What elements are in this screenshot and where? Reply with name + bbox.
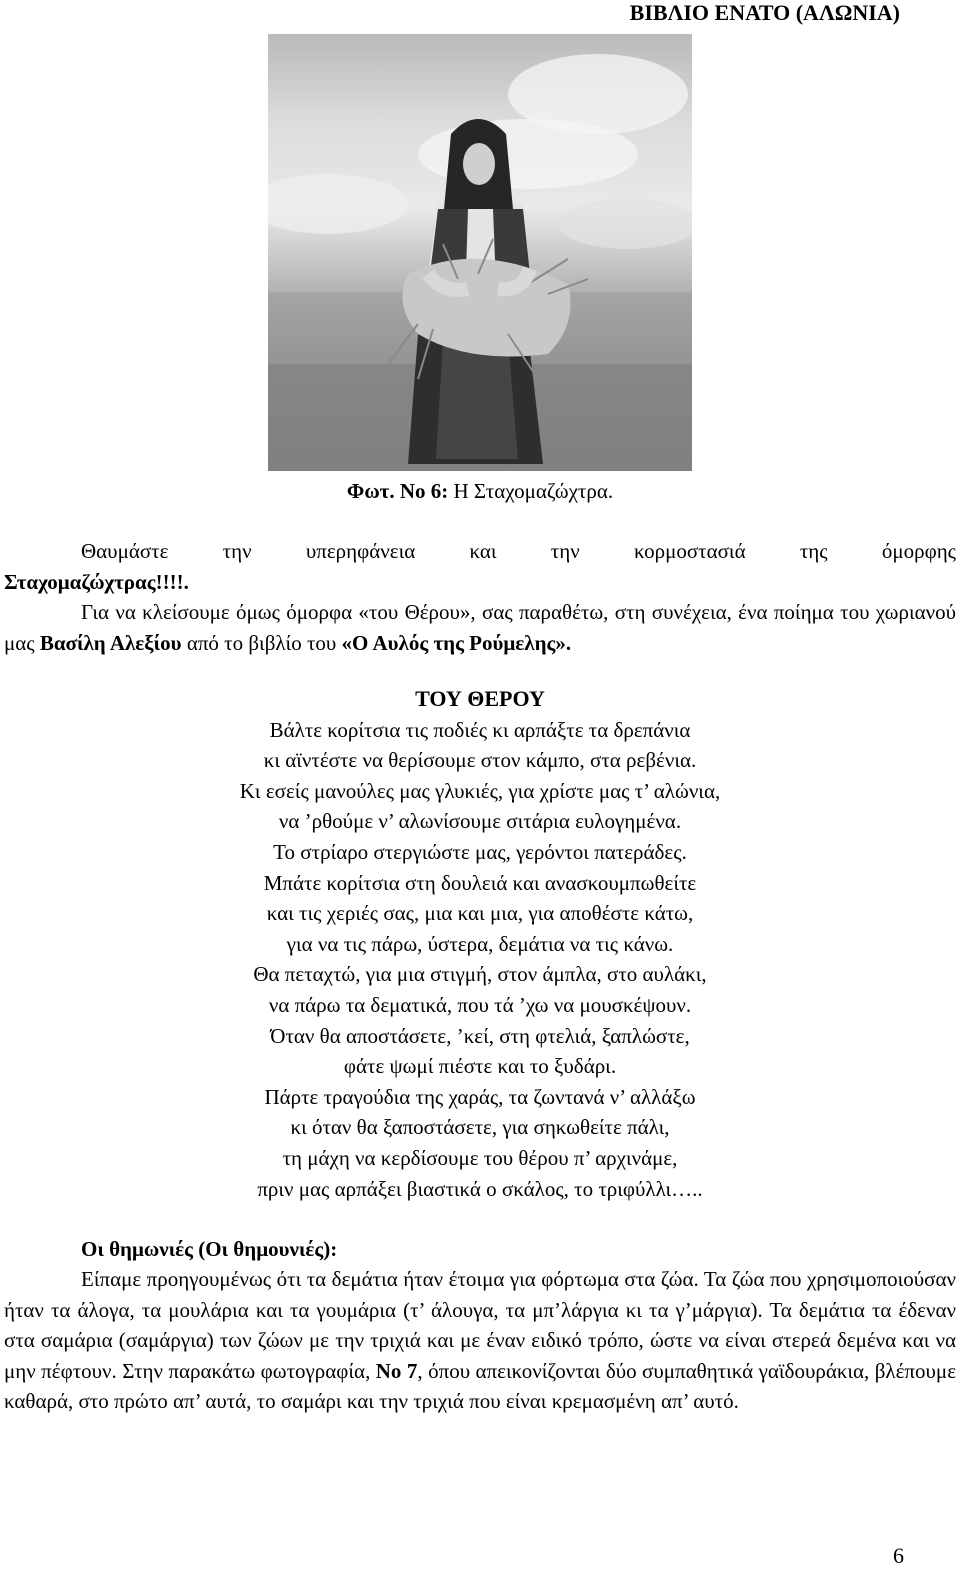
poem-line: Μπάτε κορίτσια στη δουλειά και ανασκουμπωθείτε	[263, 870, 697, 895]
poem-line: Όταν θα αποστάσετε, ’κεί, στη φτελιά, ξαπλώστε,	[270, 1023, 690, 1048]
poem-line: και τις χεριές σας, μια και μια, για αποθέστε κάτω,	[266, 901, 694, 926]
poem-line: Βάλτε κορίτσια τις ποδιές κι αρπάξτε τα δρεπάνια	[269, 717, 691, 742]
book-title: «Ο Αυλός της Ρούμελης».	[341, 630, 572, 655]
section-heading: Οι θημωνιές (Οι θημουνιές):	[81, 1237, 338, 1261]
intro-line-1: Θαυμάστε την υπερηφάνεια και την κορμοστασιά της όμορφης	[81, 539, 956, 563]
intro-paragraph-2: Για να κλείσουμε όμως όμορφα «του Θέρου», σας παραθέτω, στη συνέχεια, ένα ποίημα του χωριανού μας Βασίλη Αλεξίου από το βιβλίο του «Ο Αυλός της Ρούμελης».	[4, 600, 956, 655]
author-name: Βασίλη Αλεξίου	[39, 630, 182, 655]
poem-line: Κι εσείς μανούλες μας γλυκιές, για χρίστε μας τ’ αλώνια,	[239, 778, 721, 803]
photo-reference: Νο 7	[375, 1358, 418, 1383]
harvest-woman-photo	[268, 34, 692, 471]
poem-line: τη μάχη να κερδίσουμε του θέρου π’ αρχινάμε,	[282, 1145, 678, 1170]
poem-line: να ’ρθούμε ν’ αλωνίσουμε σιτάρια ευλογημένα.	[278, 809, 682, 834]
poem-line: φάτε ψωμί πιέστε και το ξυδάρι.	[343, 1054, 617, 1079]
poem-line: για να τις πάρω, ύστερα, δεμάτια να τις κάνω.	[286, 931, 674, 956]
caption-text: Η Σταχομαζώχτρα.	[448, 479, 614, 503]
section-paragraph: Είπαμε προηγουμένως ότι τα δεμάτια ήταν έτοιμα για φόρτωμα στα ζώα. Τα ζώα που χρησιμοποιούσαν ήταν τα άλογα, τα μουλάρια και τα γουμάρια (τ’ άλουγα, τα μπ’λάργια κι τα γ’μάργια). Τα δεμάτια τα έδεναν στα σαμάρια (σαμάργια) των ζώων με την τριχιά και με έναν ειδικό τρόπο, ώστε να είναι στερεά δεμένα και να μην πέφτουν. Στην παρακάτω φωτογραφία, Νο 7, όπου απεικονίζονται δύο συμπαθητικά γαϊδουράκια, βλέπουμε καθαρά, στο πρώτο απ’ αυτά, το σαμάρι και την τριχιά που είναι κρεμασμένη απ’ αυτό.	[4, 1267, 957, 1413]
poem-line: Το στρίαρο στεργιώστε μας, γερόντοι πατεράδες.	[273, 839, 687, 864]
poem-line: Θα πεταχτώ, για μια στιγμή, στον άμπλα, στο αυλάκι,	[253, 962, 707, 987]
photo-caption	[0, 479, 960, 504]
page-header: ΒΙΒΛΙΟ ΕΝΑΤΟ (ΑΛΩΝΙΑ)	[629, 0, 900, 25]
photo-illustration	[268, 34, 692, 471]
poem-line: Πάρτε τραγούδια της χαράς, τα ζωντανά ν’ αλλάξω	[264, 1084, 696, 1109]
poem-line: κι αϊντέστε να θερίσουμε στον κάμπο, στα ρεβένια.	[263, 748, 697, 773]
caption-label: Φωτ. Νο 6:	[346, 479, 449, 503]
poem-line: κι όταν θα ξαποστάσετε, για σηκωθείτε πάλι,	[290, 1115, 670, 1140]
poem-line: να πάρω τα δεματικά, που τά ’χω να μουσκέψουν.	[268, 992, 692, 1017]
poem-line: πριν μας αρπάξει βιαστικά ο σκάλος, το τριφύλλι…..	[257, 1176, 703, 1201]
page-number: 6	[893, 1543, 904, 1568]
poem-title: ΤΟΥ ΘΕΡΟΥ	[415, 686, 545, 711]
poem	[0, 684, 960, 1204]
intro-paragraph	[4, 536, 956, 658]
intro-line-2: Σταχομαζώχτρας!!!!.	[4, 569, 189, 594]
